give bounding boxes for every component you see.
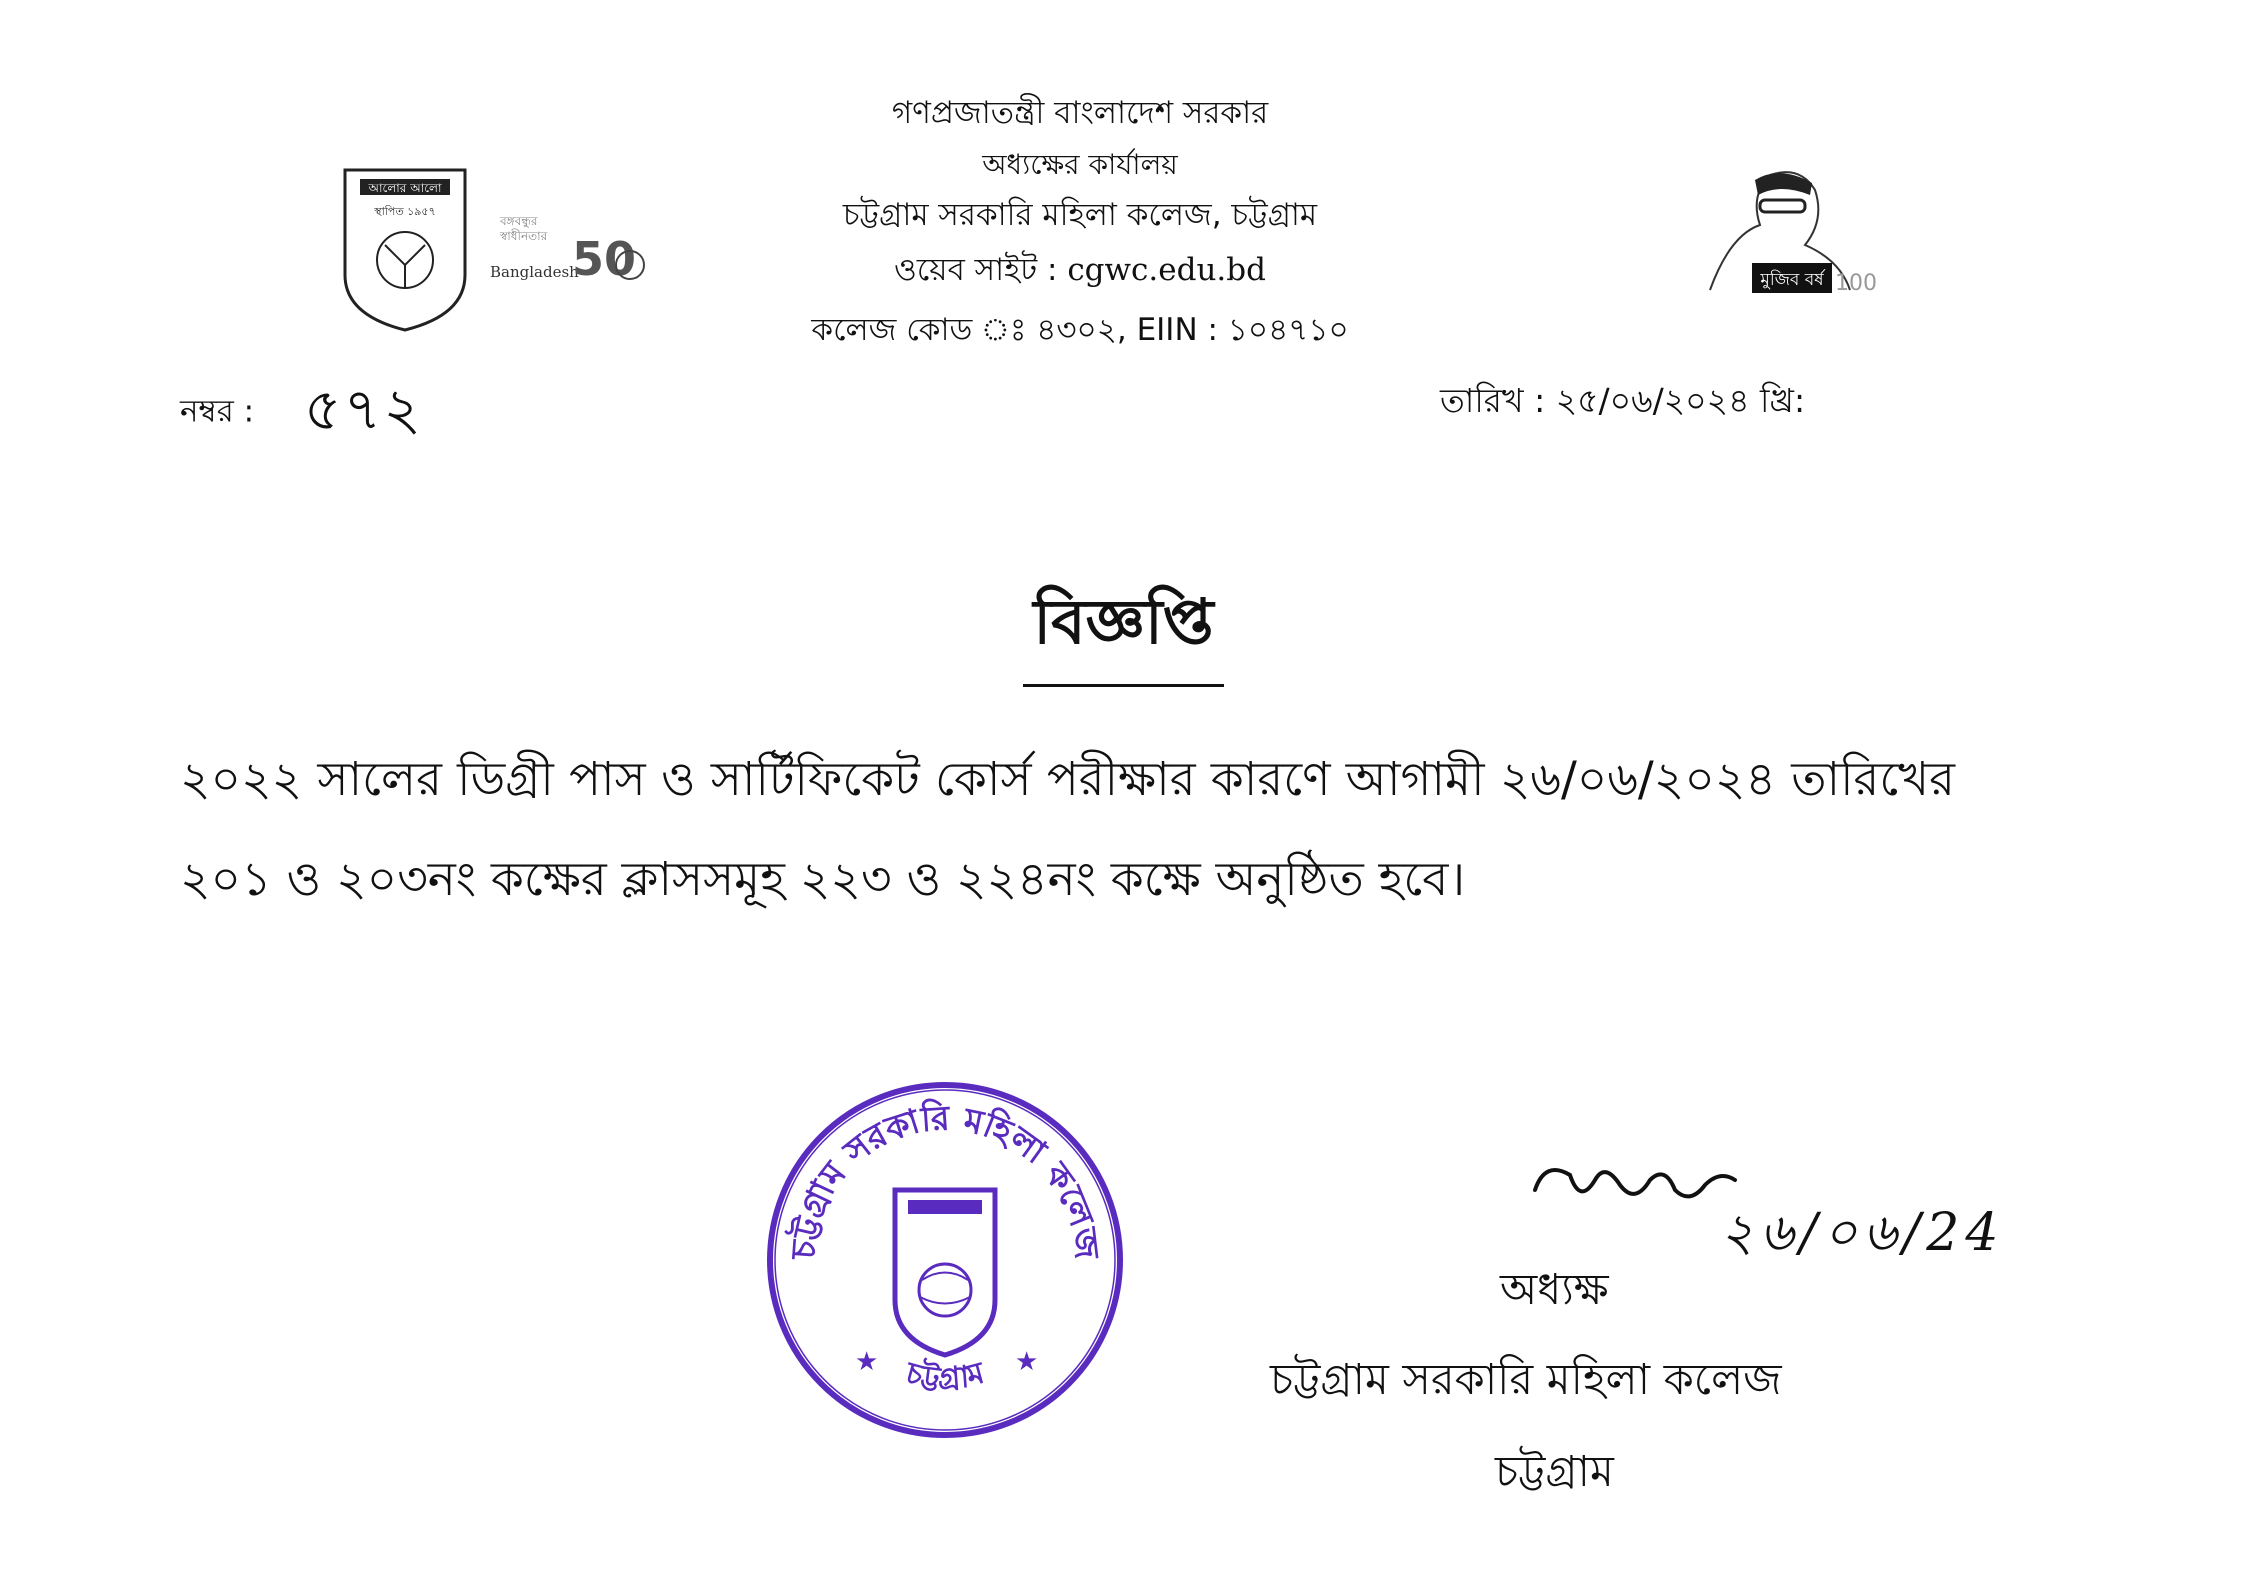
- college-seal: [760, 1075, 1130, 1449]
- header-codes: কলেজ কোড ঃ ৪৩০২, EIIN : ১০৪৭১০: [811, 312, 1349, 348]
- signatory-institution: চট্টগ্রাম সরকারি মহিলা কলেজ: [1270, 1355, 1782, 1405]
- notice-title-text: বিজ্ঞপ্তি: [1023, 575, 1223, 687]
- seal-bottom-text: চট্টগ্রাম: [902, 1355, 988, 1398]
- header-college: চট্টগ্রাম সরকারি মহিলা কলেজ, চট্টগ্রাম: [842, 197, 1318, 233]
- fifty-number: 50: [572, 232, 637, 286]
- seal-top-text: চট্টগ্রাম সরকারি মহিলা কলেজ: [783, 1098, 1107, 1261]
- reference-value: ৫৭২: [303, 375, 424, 443]
- signature-date: ২৬/০৬/24: [1720, 1203, 2005, 1263]
- college-emblem-logo: [340, 165, 670, 339]
- notice-title: [0, 575, 2247, 687]
- mujib-100-logo: [1700, 165, 1900, 299]
- signatory-designation: অধ্যক্ষ: [1500, 1265, 1609, 1315]
- svg-text:চট্টগ্রাম: [901, 1355, 989, 1397]
- bangladesh-50-logo: [490, 214, 644, 286]
- header-government: গণপ্রজাতন্ত্রী বাংলাদেশ সরকার: [891, 95, 1269, 131]
- mujib-number: 100: [1835, 271, 1877, 295]
- signatory-city: চট্টগ্রাম: [1495, 1447, 1614, 1497]
- mujib-label: মুজিব বর্ষ: [1760, 270, 1824, 290]
- notice-body: ২০২২ সালের ডিগ্রী পাস ও সার্টিফিকেট কোর্স পরীক্ষার কারণে আগামী ২৬/০৬/২০২৪ তারিখের ২০১ ও ২০৩নং কক্ষের ক্লাসসমূহ ২২৩ ও ২২৪নং কক্ষে অনুষ্ঠিত হবে।: [180, 752, 1955, 907]
- svg-text:স্বাধীনতার: স্বাধীনতার: [500, 229, 548, 243]
- principal-signature: [1525, 1150, 1745, 1234]
- header-website: [700, 252, 1460, 289]
- svg-text:বঙ্গবন্ধুর: বঙ্গবন্ধুর: [500, 214, 538, 228]
- emblem-established-text: স্থাপিত ১৯৫৭: [374, 205, 436, 218]
- website-link[interactable]: cgwc.edu.bd: [1067, 252, 1266, 288]
- emblem-badge-text: আলোর আলো: [368, 181, 442, 195]
- header-office: অধ্যক্ষের কার্যালয়: [982, 148, 1178, 181]
- reference-label: নম্বর :: [180, 393, 255, 430]
- website-label: ওয়েব সাইট :: [894, 252, 1068, 288]
- seal-star-icon: ★: [1015, 1347, 1039, 1377]
- bangladesh-label: Bangladesh: [490, 263, 579, 281]
- seal-star-icon: ★: [855, 1347, 879, 1377]
- svg-text:চট্টগ্রাম সরকারি মহিলা কলেজ: [784, 1097, 1107, 1262]
- issue-date: তারিখ : ২৫/০৬/২০২৪ খ্রি:: [1440, 381, 1806, 420]
- reference-number: [180, 365, 423, 462]
